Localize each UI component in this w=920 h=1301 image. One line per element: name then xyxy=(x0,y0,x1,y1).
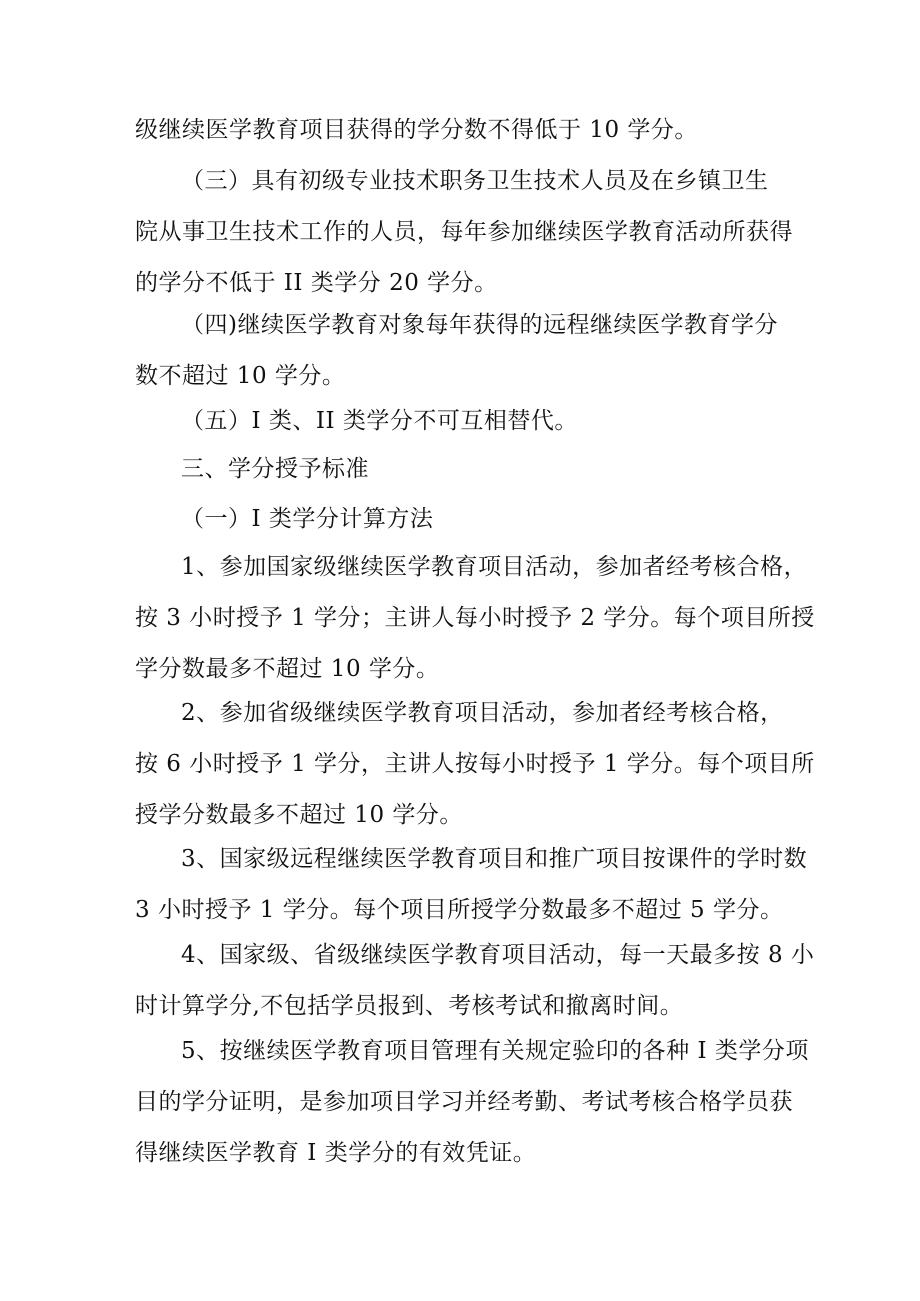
text-line: 3、国家级远程继续医学教育项目和推广项目按课件的学时数 xyxy=(181,846,808,872)
text-line: 时计算学分,不包括学员报到、考核考试和撤离时间。 xyxy=(135,993,684,1019)
paragraph-rule-3 xyxy=(135,834,808,936)
text-line: 的学分不低于 II 类学分 20 学分。 xyxy=(135,270,498,296)
text-line: （五）I 类、II 类学分不可互相替代。 xyxy=(181,408,578,434)
paragraph-item-3 xyxy=(135,156,797,309)
paragraph-rule-1 xyxy=(135,542,815,695)
paragraph-continuation xyxy=(135,105,797,156)
text-line: 级继续医学教育项目获得的学分数不得低于 10 学分。 xyxy=(135,117,698,143)
text-line: 5、按继续医学教育项目管理有关规定验印的各种 I 类学分项 xyxy=(181,1038,809,1064)
text-line: 得继续医学教育 I 类学分的有效凭证。 xyxy=(135,1140,537,1166)
text-line: 1、参加国家级继续医学教育项目活动，参加者经考核合格， xyxy=(181,554,808,580)
text-line: 3 小时授予 1 学分。每个项目所授学分数最多不超过 5 学分。 xyxy=(135,897,784,923)
paragraph-rule-5 xyxy=(135,1026,809,1179)
paragraph-item-5 xyxy=(135,396,797,447)
paragraph-rule-4 xyxy=(135,930,815,1032)
text-line: 数不超过 10 学分。 xyxy=(135,363,346,389)
paragraph-item-4 xyxy=(135,300,797,402)
text-line: （四)继续医学教育对象每年获得的远程继续医学教育学分 xyxy=(181,312,778,338)
text-line: 目的学分证明，是参加项目学习并经考勤、考试考核合格学员获 xyxy=(135,1089,793,1115)
text-line: 授学分数最多不超过 10 学分。 xyxy=(135,802,463,828)
text-line: 三、学分授予标准 xyxy=(181,456,369,482)
paragraph-rule-2 xyxy=(135,688,815,841)
text-line: 学分数最多不超过 10 学分。 xyxy=(135,656,440,682)
text-line: 2、参加省级继续医学教育项目活动，参加者经考核合格， xyxy=(181,700,784,726)
text-line: 4、国家级、省级继续医学教育项目活动，每一天最多按 8 小 xyxy=(181,942,815,968)
subsection-heading xyxy=(135,494,797,545)
text-line: 院从事卫生技术工作的人员，每年参加继续医学教育活动所获得 xyxy=(135,219,793,245)
section-heading xyxy=(135,444,797,495)
text-line: 按 3 小时授予 1 学分；主讲人每小时授予 2 学分。每个项目所授 xyxy=(135,605,815,631)
text-line: 按 6 小时授予 1 学分，主讲人按每小时授予 1 学分。每个项目所 xyxy=(135,751,815,777)
text-line: （一）I 类学分计算方法 xyxy=(181,506,434,532)
text-line: （三）具有初级专业技术职务卫生技术人员及在乡镇卫生 xyxy=(181,168,769,194)
